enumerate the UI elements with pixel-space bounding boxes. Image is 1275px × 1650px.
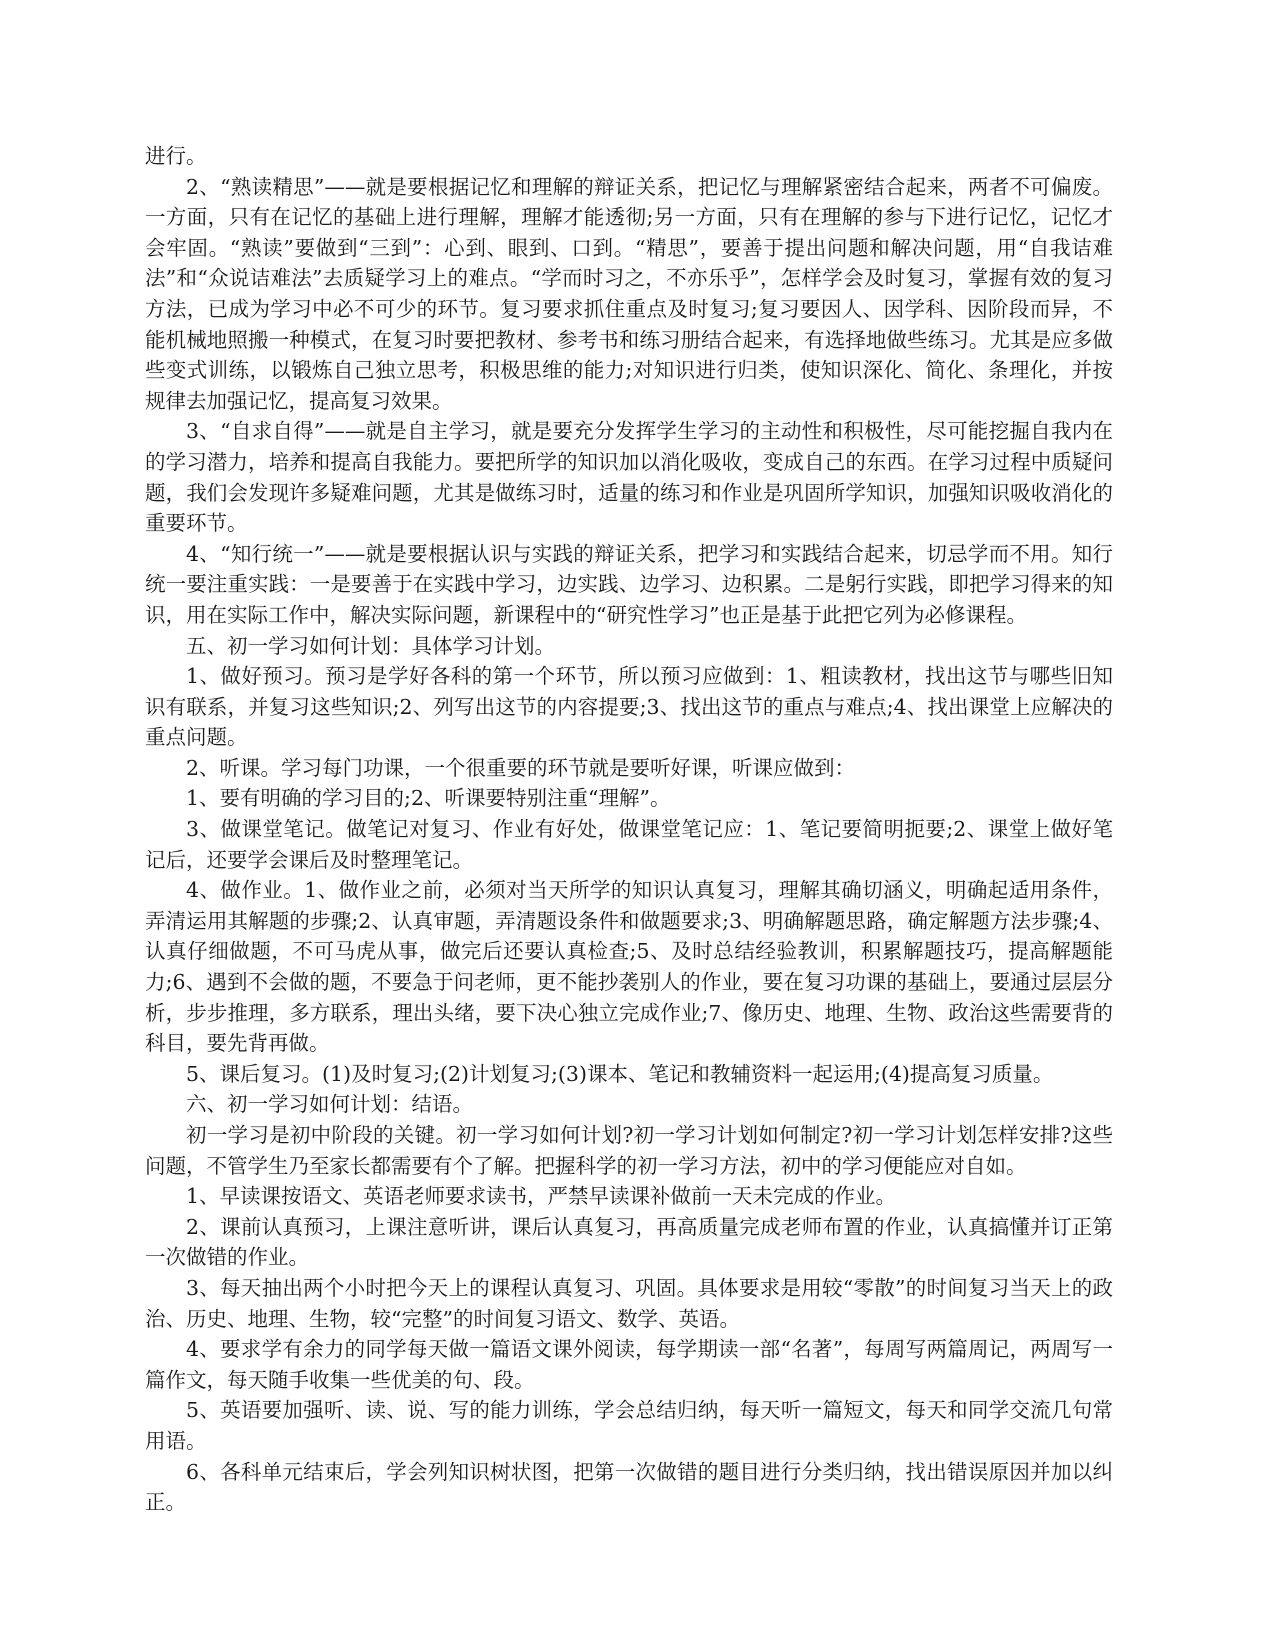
paragraph-conclusion-intro: 初一学习是初中阶段的关键。初一学习如何计划?初一学习计划如何制定?初一学习计划怎样安排?这些问题，不管学生乃至家长都需要有个了解。把握科学的初一学习方法，初中的学习便能应对自如。 bbox=[145, 1123, 1113, 1178]
list-item-morning-reading: 1、早读课按语文、英语老师要求读书，严禁早读课补做前一天未完成的作业。 bbox=[186, 1184, 897, 1209]
paragraph-homework: 4、做作业。1、做作业之前，必须对当天所学的知识认真复习，理解其确切涵义，明确起适用条件，弄清运用其解题的步骤;2、认真审题，弄清题设条件和做题要求;3、明确解题思路，确定解题方法步骤;4、认真仔细做题，不可马虎从事，做完后还要认真检查;5、及时总结经验教训，积累解题技巧，提高解题能力;6、遇到不会做的题，不要急于问老师，更不能抄袭别人的作业，要在复习功课的基础上，要通过层层分析，步步推理，多方联系，理出头绪，要下决心独立完成作业;7、像历史、地理、生物、政治这些需要背的科目，要先背再做。 bbox=[145, 878, 1113, 1056]
paragraph-review: 5、课后复习。(1)及时复习;(2)计划复习;(3)课本、笔记和教辅资料一起运用;(4)提高复习质量。 bbox=[186, 1061, 1054, 1086]
section-heading-six: 六、初一学习如何计划：结语。 bbox=[186, 1092, 473, 1117]
list-item-reading-writing: 4、要求学有余力的同学每天做一篇语文课外阅读，每学期读一部“名著”，每周写两篇周记，两周写一篇作文，每天随手收集一些优美的句、段。 bbox=[145, 1337, 1113, 1392]
paragraph-notes: 3、做课堂笔记。做笔记对复习、作业有好处，做课堂笔记应：1、笔记要简明扼要;2、课堂上做好笔记后，还要学会课后及时整理笔记。 bbox=[145, 817, 1113, 872]
list-item-unit-summary: 6、各科单元结束后，学会列知识树状图，把第一次做错的题目进行分类归纳，找出错误原因并加以纠正。 bbox=[145, 1459, 1113, 1515]
paragraph-reading-thinking: 2、“熟读精思”——就是要根据记忆和理解的辩证关系，把记忆与理解紧密结合起来，两者不可偏废。一方面，只有在记忆的基础上进行理解，理解才能透彻;另一方面，只有在理解的参与下进行记忆，记忆才会牢固。“熟读”要做到“三到”：心到、眼到、口到。“精思”，要善于提出问题和解决问题，用“自我诘难法”和“众说诘难法”去质疑学习上的难点。“学而时习之，不亦乐乎”，怎样学会及时复习，掌握有效的复习方法，已成为学习中必不可少的环节。复习要求抓住重点及时复习;复习要因人、因学科、因阶段而异，不能机械地照搬一种模式，在复习时要把教材、参考书和练习册结合起来，有选择地做些练习。尤其是应多做些变式训练，以锻炼自己独立思考，积极思维的能力;对知识进行归类，使知识深化、简化、条理化，并按规律去加强记忆，提高复习效果。 bbox=[145, 174, 1113, 413]
section-heading-five: 五、初一学习如何计划：具体学习计划。 bbox=[186, 633, 555, 658]
list-item-english: 5、英语要加强听、读、说、写的能力训练，学会总结归纳，每天听一篇短文，每天和同学交流几句常用语。 bbox=[145, 1398, 1113, 1453]
list-item-daily-review: 3、每天抽出两个小时把今天上的课程认真复习、巩固。具体要求是用较“零散”的时间复习当天上的政治、历史、地理、生物，较“完整”的时间复习语文、数学、英语。 bbox=[145, 1275, 1113, 1331]
document-page bbox=[145, 141, 1113, 1518]
paragraph-knowing-doing: 4、“知行统一”——就是要根据认识与实践的辩证关系，把学习和实践结合起来，切忌学而不用。知行统一要注重实践：一是要善于在实践中学习，边实践、边学习、边积累。二是躬行实践，即把学习得来的知识，用在实际工作中，解决实际问题，新课程中的“研究性学习”也正是基于此把它列为必修课程。 bbox=[145, 541, 1113, 627]
list-item-preview-class: 2、课前认真预习，上课注意听讲，课后认真复习，再高质量完成老师布置的作业，认真搞懂并订正第一次做错的作业。 bbox=[145, 1214, 1113, 1270]
paragraph-listening-points: 1、要有明确的学习目的;2、听课要特别注重“理解”。 bbox=[186, 786, 671, 811]
paragraph-continuation: 进行。 bbox=[145, 144, 207, 168]
paragraph-self-learning: 3、“自求自得”——就是自主学习，就是要充分发挥学生学习的主动性和积极性，尽可能挖掘自我内在的学习潜力，培养和提高自我能力。要把所学的知识加以消化吸收，变成自己的东西。在学习过程中质疑问题，我们会发现许多疑难问题，尤其是做练习时，适量的练习和作业是巩固所学知识，加强知识吸收消化的重要环节。 bbox=[145, 419, 1113, 536]
paragraph-listening: 2、听课。学习每门功课，一个很重要的环节就是要听好课，听课应做到： bbox=[186, 755, 856, 780]
paragraph-preview: 1、做好预习。预习是学好各科的第一个环节，所以预习应做到：1、粗读教材，找出这节与哪些旧知识有联系，并复习这些知识;2、列写出这节的内容提要;3、找出这节的重点与难点;4、找出课堂上应解决的重点问题。 bbox=[145, 664, 1113, 750]
